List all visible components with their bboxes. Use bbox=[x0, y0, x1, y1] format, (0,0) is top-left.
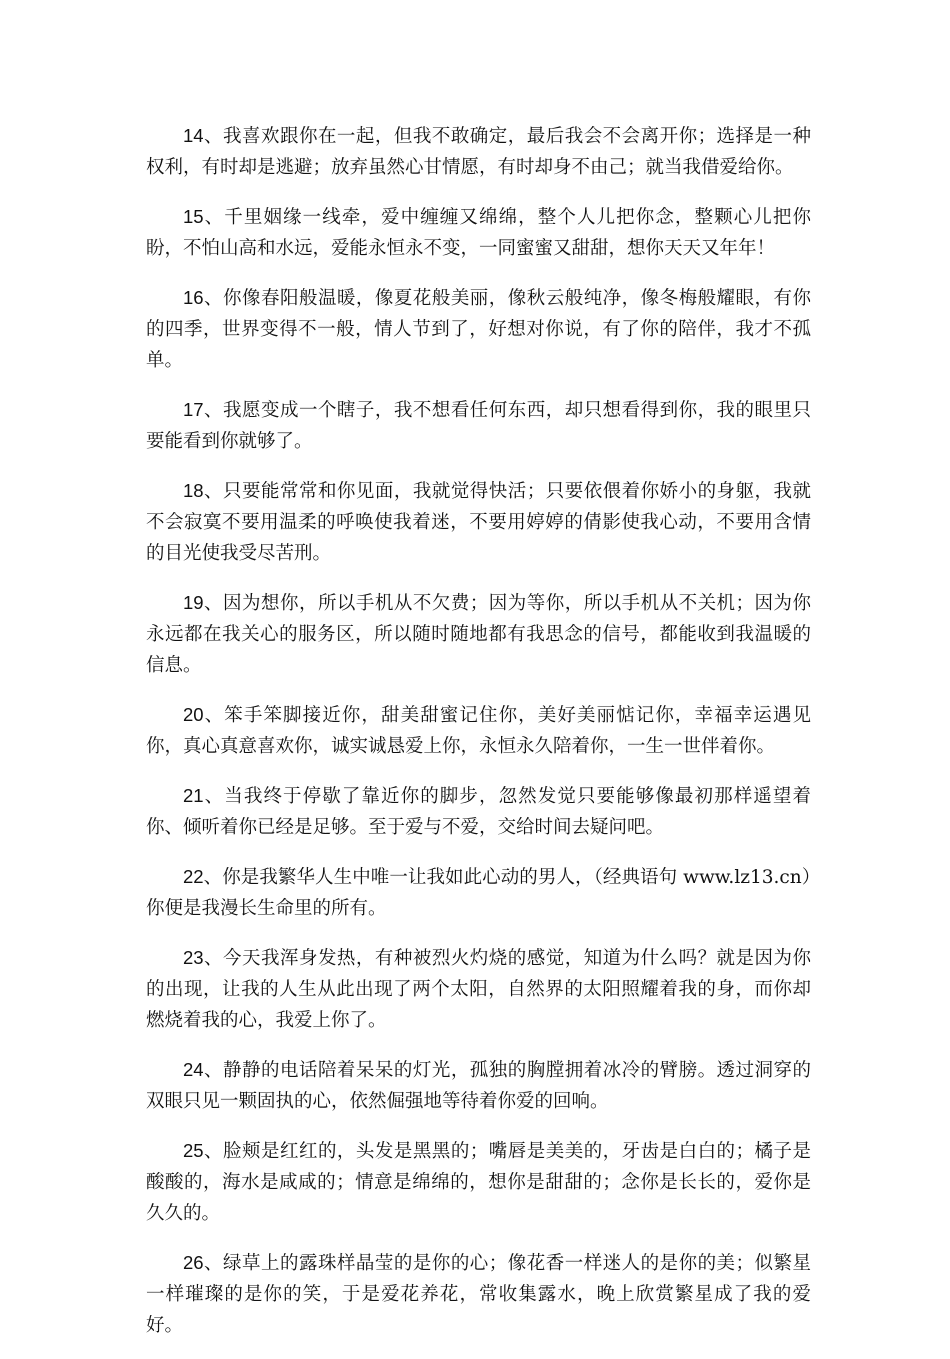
paragraph-25 bbox=[146, 1135, 811, 1229]
paragraph-17 bbox=[146, 394, 811, 457]
paragraph-number: 17 bbox=[183, 399, 204, 420]
paragraph-19 bbox=[146, 587, 811, 681]
paragraph-text: 、因为想你，所以手机从不欠费；因为等你，所以手机从不关机；因为你永远都在我关心的服务区，所以随时随地都有我思念的信号，都能收到我温暖的信息。 bbox=[146, 593, 811, 676]
paragraph-number: 23 bbox=[183, 947, 204, 968]
paragraph-22 bbox=[146, 861, 811, 924]
paragraph-26 bbox=[146, 1247, 811, 1341]
paragraph-text: 、今天我浑身发热，有种被烈火灼烧的感觉，知道为什么吗？就是因为你的出现，让我的人生从此出现了两个太阳，自然界的太阳照耀着我的身，而你却燃烧着我的心，我爱上你了。 bbox=[146, 948, 811, 1031]
paragraph-number: 24 bbox=[183, 1059, 204, 1080]
paragraph-number: 22 bbox=[183, 866, 204, 887]
paragraph-23 bbox=[146, 942, 811, 1036]
paragraph-number: 26 bbox=[183, 1252, 204, 1273]
paragraph-number: 15 bbox=[183, 206, 204, 227]
paragraph-20 bbox=[146, 699, 811, 762]
paragraph-text: 、千里姻缘一线牵，爱中缠缠又绵绵，整个人儿把你念，整颗心儿把你盼，不怕山高和水远，爱能永恒永不变，一同蜜蜜又甜甜，想你天天又年年！ bbox=[146, 207, 811, 259]
paragraph-15 bbox=[146, 201, 811, 264]
paragraph-number: 20 bbox=[183, 704, 204, 725]
paragraph-text: 、静静的电话陪着呆呆的灯光，孤独的胸膛拥着冰冷的臂膀。透过洞穿的双眼只见一颗固执的心，依然倔强地等待着你爱的回响。 bbox=[146, 1060, 811, 1112]
paragraph-text: 、笨手笨脚接近你，甜美甜蜜记住你，美好美丽惦记你，幸福幸运遇见你，真心真意喜欢你，诚实诚恳爱上你，永恒永久陪着你，一生一世伴着你。 bbox=[146, 705, 811, 757]
paragraph-number: 21 bbox=[183, 785, 204, 806]
paragraph-text: 、脸颊是红红的，头发是黑黑的；嘴唇是美美的，牙齿是白白的；橘子是酸酸的，海水是咸咸的；情意是绵绵的，想你是甜甜的；念你是长长的，爱你是久久的。 bbox=[146, 1141, 811, 1224]
paragraph-number: 18 bbox=[183, 480, 204, 501]
paragraph-text: 、当我终于停歇了靠近你的脚步，忽然发觉只要能够像最初那样遥望着你、倾听着你已经是足够。至于爱与不爱，交给时间去疑问吧。 bbox=[146, 786, 811, 838]
paragraph-number: 14 bbox=[183, 125, 204, 146]
paragraph-text: 、你像春阳般温暖，像夏花般美丽，像秋云般纯净，像冬梅般耀眼，有你的四季，世界变得不一般，情人节到了，好想对你说，有了你的陪伴，我才不孤单。 bbox=[146, 288, 811, 371]
paragraph-text: 、你是我繁华人生中唯一让我如此心动的男人，（经典语句 www.lz13.cn）你便是我漫长生命里的所有。 bbox=[146, 867, 811, 919]
paragraph-text: 、只要能常常和你见面，我就觉得快活；只要依偎着你娇小的身躯，我就不会寂寞不要用温柔的呼唤使我着迷，不要用婷婷的倩影使我心动，不要用含情的目光使我受尽苦刑。 bbox=[146, 481, 811, 564]
paragraph-number: 19 bbox=[183, 592, 204, 613]
paragraph-24 bbox=[146, 1054, 811, 1117]
paragraph-text: 、我喜欢跟你在一起，但我不敢确定，最后我会不会离开你；选择是一种权利，有时却是逃避；放弃虽然心甘情愿，有时却身不由己；就当我借爱给你。 bbox=[146, 126, 811, 178]
paragraph-21 bbox=[146, 780, 811, 843]
paragraph-18 bbox=[146, 475, 811, 569]
document-body bbox=[146, 120, 811, 1359]
paragraph-text: 、我愿变成一个瞎子，我不想看任何东西，却只想看得到你，我的眼里只要能看到你就够了。 bbox=[146, 400, 811, 452]
paragraph-14 bbox=[146, 120, 811, 183]
paragraph-text: 、绿草上的露珠样晶莹的是你的心；像花香一样迷人的是你的美；似繁星一样璀璨的是你的笑，于是爱花养花，常收集露水，晚上欣赏繁星成了我的爱好。 bbox=[146, 1253, 811, 1336]
paragraph-number: 16 bbox=[183, 287, 204, 308]
paragraph-16 bbox=[146, 282, 811, 376]
paragraph-number: 25 bbox=[183, 1140, 204, 1161]
